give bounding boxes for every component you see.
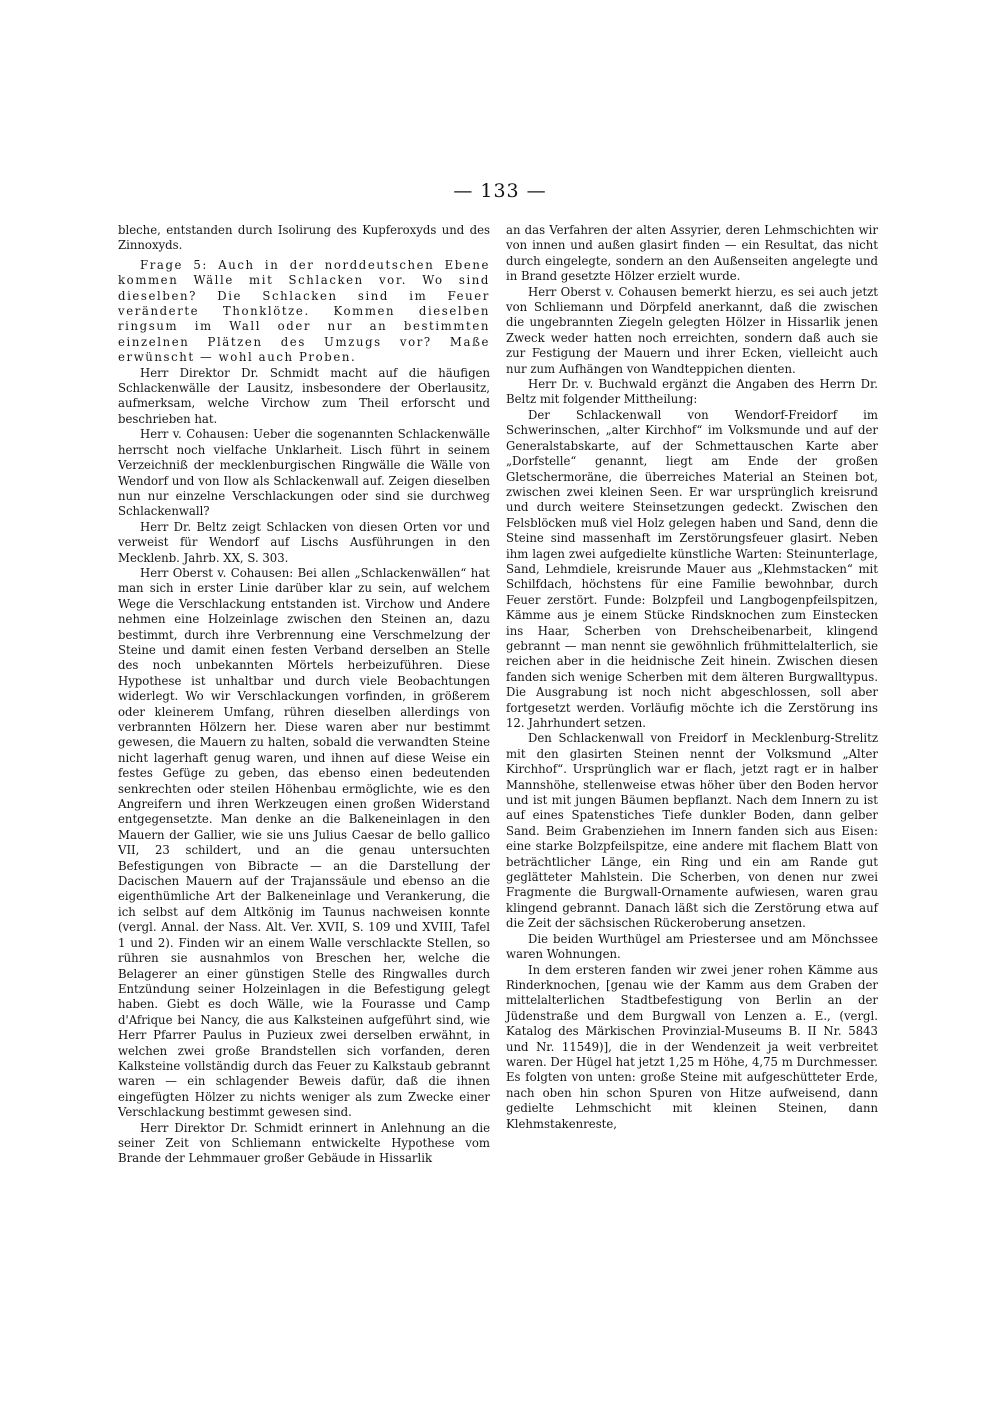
paragraph: Herr Direktor Dr. Schmidt macht auf die häufigen Schlackenwälle der Lausitz, insbesondere der Oberlausitz, aufmerksam, welche Virchow zum Theil erforscht und beschrieben hat. xyxy=(118,365,490,426)
paragraph: Den Schlackenwall von Freidorf in Mecklenburg-Strelitz mit den glasirten Steinen nennt der Volksmund „Alter Kirchhof“. Ursprünglich war er flach, jetzt ragt er in halber Mannshöhe, stellenweise etwas höher über den Boden hervor und ist mit jungen Bäumen bepflanzt. Nach dem Innern zu ist auf eines Spatenstiches Tiefe dunkler Boden, dann gelber Sand. Beim Grabenziehen im Innern fanden sich aus Eisen: eine starke Bolzpfeilspitze, eine andere mit flachem Blatt von beträchtlicher Länge, ein Ring und ein am Rande gut geglätteter Mahlstein. Die Scherben, von denen nur zwei Fragmente die Burgwall-Ornamente aufwiesen, waren grau klingend gebrannt. Danach läßt sich die Zerstörung etwa auf die Zeit der sächsischen Rückeroberung ansetzen. xyxy=(506,731,878,931)
paragraph: Herr Dr. v. Buchwald ergänzt die Angaben des Herrn Dr. Beltz mit folgender Mittheilung: xyxy=(506,377,878,407)
paragraph: In dem ersteren fanden wir zwei jener rohen Kämme aus Rinderknochen, [genau wie der Kamm aus dem Graben der mittelalterlichen Stadtbefestigung von Berlin an der Jüdenstraße und dem Burgwall von Lenzen a. E., (vergl. Katalog des Märkischen Provinzial-Museums B. II Nr. 5843 und Nr. 11549)], die in der Wendenzeit ja weit verbreitet waren. Der Hügel hat jetzt 1,25 m Höhe, 4,75 m Durchmesser. Es folgten von unten: große Steine mit aufgeschütteter Erde, nach oben hin schon Spuren von Hitze aufweisend, dann gedielte Lehmschicht mit kleinen Steinen, dann Klehmstakenreste, xyxy=(506,962,878,1131)
page-number: — 133 — xyxy=(453,180,547,202)
paragraph: Herr Oberst v. Cohausen: Bei allen „Schlackenwällen“ hat man sich in erster Linie darüber klar zu sein, auf welchem Wege die Verschlackung entstanden ist. Virchow und Andere nehmen eine Holzeinlage zwischen den Steinen an, dazu bestimmt, durch ihre Verbrennung eine Verschmelzung der Steine und damit einen festen Verband derselben an Stelle des noch unbekannten Mörtels herbeizuführen. Diese Hypothese ist unhaltbar und durch viele Beobachtungen widerlegt. Wo wir Verschlackungen vorfinden, in größerem oder kleinerem Umfang, rühren dieselben allerdings von verbrannten Hölzern her. Diese waren aber nur bestimmt gewesen, die Mauern zu halten, sobald die verwandten Steine nicht lagerhaft genug waren, und ihnen auf diese Weise ein festes Gefüge zu geben, das ebenso einen bedeutenden senkrechten oder steilen Höhenbau ermöglichte, wie es den Angreifern und ihren Werkzeugen einen großen Widerstand entgegensetzte. Man denke an die Balkeneinlagen in den Mauern der Gallier, wie sie uns Julius Caesar de bello gallico VII, 23 schildert, und an die genau untersuchten Befestigungen von Bibracte — an die Darstellung der Dacischen Mauern auf der Trajanssäule und ebenso an die eigenthümliche Art der Balkeneinlage und Verankerung, die ich selbst auf dem Altkönig im Taunus nachweisen konnte (vergl. Annal. der Nass. Alt. Ver. XVII, S. 109 und XVIII, Tafel 1 und 2). Finden wir an einem Walle verschlackte Stellen, so rühren sie ausnahmlos von Breschen her, welche die Belagerer an einer günstigen Stelle des Ringwalles durch Entzündung seiner Holzeinlagen in die Befestigung gelegt haben. Giebt es doch Wälle, wie la Fourasse und Camp d'Afrique bei Nancy, die aus Kalksteinen aufgeführt sind, wie Herr Pfarrer Paulus in Puzieux zwei derselben erwähnt, in welchen zwei große Brandstellen sich vorfanden, deren Kalksteine vollständig durch das Feuer zu Kalkstaub gebrannt waren — ein schlagender Beweis dafür, daß die ihnen eingefügten Hölzer zu nichts weniger als zum Zwecke einer Verschlackung bestimmt gewesen sind. xyxy=(118,565,490,1120)
paragraph: Die beiden Wurthügel am Priestersee und am Mönchssee waren Wohnungen. xyxy=(506,931,878,962)
paragraph: Herr Oberst v. Cohausen bemerkt hierzu, es sei auch jetzt von Schliemann und Dörpfeld anerkannt, daß die zwischen die ungebrannten Ziegeln gelegten Hölzer in Hissarlik jenen Zweck weder hatten noch erreichten, sondern daß auch sie zur Festigung der Mauern und ihrer Ecken, vielleicht auch nur zum Aufhängen von Wandteppichen dienten. xyxy=(506,284,878,376)
left-column xyxy=(118,223,490,1167)
paragraph: bleche, entstanden durch Isolirung des Kupferoxyds und des Zinnoxyds. xyxy=(118,223,490,253)
paragraph: Herr Dr. Beltz zeigt Schlacken von diesen Orten vor und verweist für Wendorf auf Lischs Ausführungen in den Mecklenb. Jahrb. XX, S. 303. xyxy=(118,519,490,565)
paragraph: Herr Direktor Dr. Schmidt erinnert in Anlehnung an die seiner Zeit von Schliemann entwickelte Hypothese vom Brande der Lehmmauer großer Gebäude in Hissarlik xyxy=(118,1120,490,1166)
right-column xyxy=(506,223,878,1132)
paragraph: Frage 5: Auch in der norddeutschen Ebene kommen Wälle mit Schlacken vor. Wo sind dieselben? Die Schlacken sind im Feuer veränderte Thonklötze. Kommen dieselben ringsum im Wall oder nur an bestimmten einzelnen Plätzen des Umzugs vor? Maße erwünscht — wohl auch Proben. xyxy=(118,257,490,365)
paragraph: an das Verfahren der alten Assyrier, deren Lehmschichten wir von innen und außen glasirt finden — ein Resultat, das nicht durch eingelegte, sondern an den Außenseiten angelegte und in Brand gesetzte Hölzer erzielt wurde. xyxy=(506,223,878,284)
paragraph: Der Schlackenwall von Wendorf-Freidorf im Schwerinschen, „alter Kirchhof“ im Volksmunde und auf der Generalstabskarte, auf der Schmettauschen Karte aber „Dorfstelle“ genannt, liegt am Ende der großen Gletschermoräne, die überreiches Material an Steinen bot, zwischen zwei kleinen Seen. Er war ursprünglich kreisrund und durch weitere Steinsetzungen gedeckt. Zwischen den Felsblöcken muß viel Holz gelegen haben und Sand, denn die Steine sind massenhaft im Zerstörungsfeuer glasirt. Neben ihm lagen zwei aufgedielte künstliche Warten: Steinunterlage, Sand, Lehmdiele, kreisrunde Mauer aus „Klehmstacken“ mit Schilfdach, höchstens für eine Familie bewohnbar, durch Feuer zerstört. Funde: Bolzpfeil und Langbogenpfeilspitzen, Kämme aus je einem Stücke Rindsknochen zum Einstecken ins Haar, Scherben von Drehscheibenarbeit, klingend gebrannt — man nennt sie gewöhnlich frühmittelalterlich, sie reichen aber in die heidnische Zeit hinein. Zwischen diesen fanden sich wenige Scherben mit dem älteren Burgwalltypus. Die Ausgrabung ist noch nicht abgeschlossen, soll aber fortgesetzt werden. Vorläufig möchte ich die Zerstörung ins 12. Jahrhundert setzen. xyxy=(506,407,878,730)
paragraph: Herr v. Cohausen: Ueber die sogenannten Schlackenwälle herrscht noch vielfache Unklarheit. Lisch führt in seinem Verzeichniß der mecklenburgischen Ringwälle die Wälle von Wendorf und von Ilow als Schlackenwall auf. Zeigen dieselben nun nur einzelne Verschlackungen oder sind sie durchweg Schlackenwall? xyxy=(118,427,490,519)
